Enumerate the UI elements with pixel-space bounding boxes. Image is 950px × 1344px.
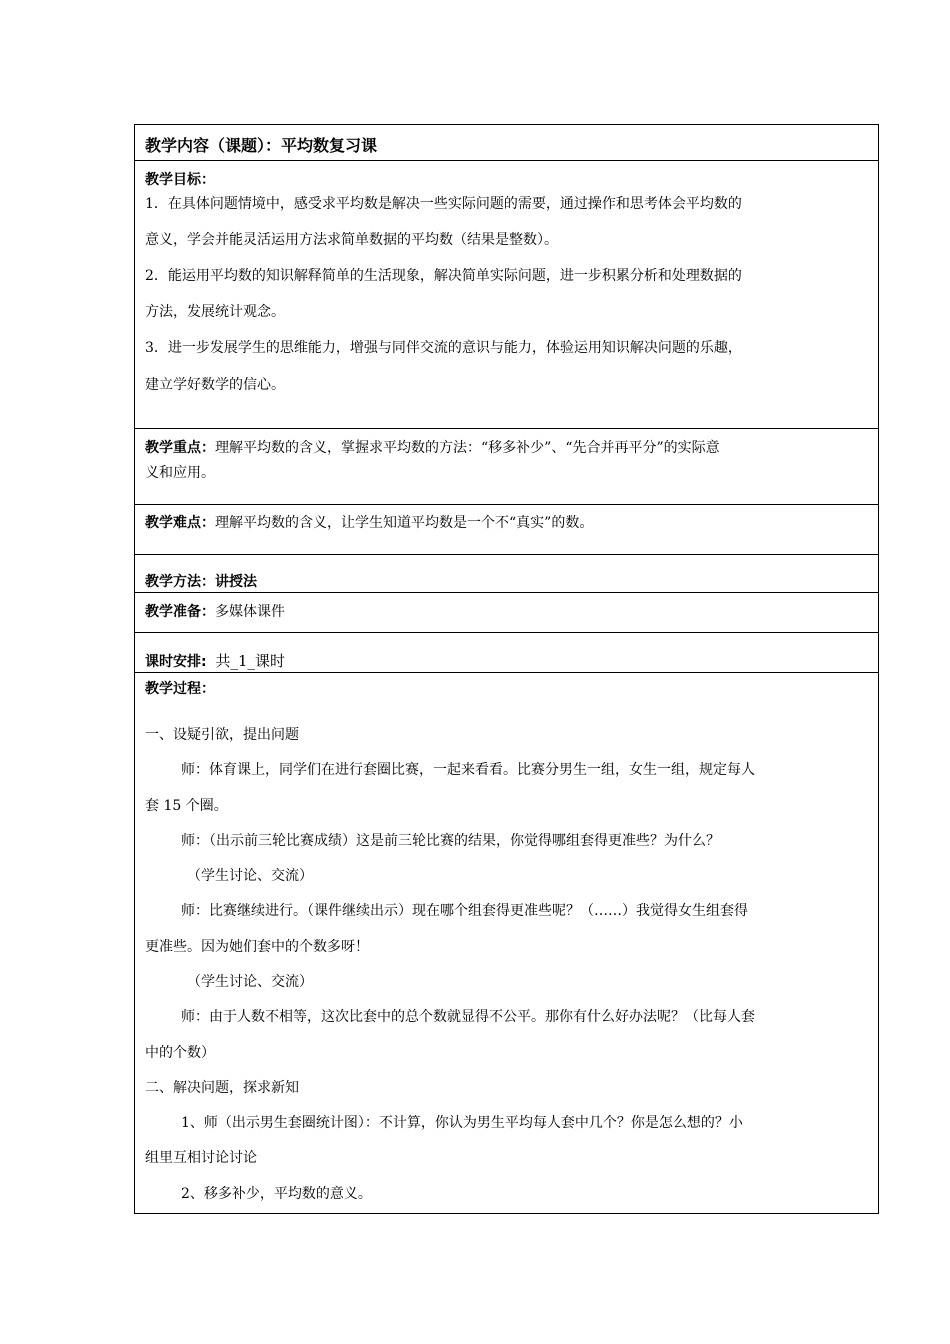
difficulties-text: 理解平均数的含义，让学生知道平均数是一个不“真实”的数。 [215,515,594,531]
objectives-line: 意义，学会并能灵活运用方法求简单数据的平均数（结果是整数）。 [145,232,558,248]
process-line: 师：（出示前三轮比赛成绩）这是前三轮比赛的结果，你觉得哪组套得更准些？为什么？ [181,833,720,849]
preparation-row [135,593,878,633]
objectives-row [135,161,878,429]
key-points-label: 教学重点： [145,440,215,456]
process-line: 2、移多补少，平均数的意义。 [181,1186,372,1202]
process-line: （学生讨论、交流） [187,868,313,884]
method-text: 讲授法 [215,574,257,590]
process-label: 教学过程： [145,681,215,697]
process-line: 套 15 个圈。 [145,798,228,814]
method-row [135,555,878,593]
lesson-plan-table [134,124,879,1214]
process-line: 师：体育课上，同学们在进行套圈比赛，一起来看看。比赛分男生一组，女生一组，规定每人 [181,762,755,778]
method-line [145,571,257,591]
key-points-row [135,429,878,505]
title-row [135,125,878,161]
method-label: 教学方法： [145,574,215,590]
objectives-line: 2．能运用平均数的知识解释简单的生活现象，解决简单实际问题，进一步积累分析和处理数据的 [145,268,742,284]
preparation-label: 教学准备： [145,604,215,620]
objectives-line: 3．进一步发展学生的思维能力，增强与同伴交流的意识与能力，体验运用知识解决问题的乐趣， [145,340,742,356]
objectives-line: 1．在具体问题情境中，感受求平均数是解决一些实际问题的需要，通过操作和思考体会平均数的 [145,196,742,212]
key-points-line: 义和应用。 [145,465,215,481]
process-line: 师：由于人数不相等，这次比套中的总个数就显得不公平。那你有什么好办法呢？（比每人套 [181,1009,755,1025]
objectives-line: 方法，发展统计观念。 [145,304,285,320]
difficulties-label: 教学难点： [145,515,215,531]
process-line: 二、解决问题，探求新知 [145,1080,299,1096]
process-line: 更准些。因为她们套中的个数多呀！ [145,939,369,955]
preparation-text: 多媒体课件 [215,604,285,620]
process-line: 组里互相讨论讨论 [145,1150,257,1166]
preparation-line [145,601,285,621]
lesson-title: 教学内容（课题）：平均数复习课 [145,136,378,155]
schedule-text: 共_1_课时 [215,652,286,670]
schedule-row [135,633,878,673]
process-line: 1、师（出示男生套圈统计图）：不计算，你认为男生平均每人套中几个？你是怎么想的？小 [181,1115,743,1131]
process-line: （学生讨论、交流） [187,974,313,990]
process-line: 中的个数） [145,1045,215,1061]
objectives-label: 教学目标： [145,172,215,188]
difficulties-row [135,505,878,555]
schedule-label: 课时安排: [145,654,207,670]
objectives-line: 建立学好数学的信心。 [145,377,285,393]
process-row [135,673,878,1213]
process-line: 师：比赛继续进行。（课件继续出示）现在哪个组套得更准些呢？（……）我觉得女生组套得 [181,903,748,919]
schedule-line [145,650,285,671]
difficulties-line [145,512,593,532]
process-line: 一、设疑引欲，提出问题 [145,727,299,743]
key-points-text: 理解平均数的含义，掌握求平均数的方法：“移多补少”、“先合并再平分”的实际意 [215,440,720,456]
key-points-line [145,437,720,457]
